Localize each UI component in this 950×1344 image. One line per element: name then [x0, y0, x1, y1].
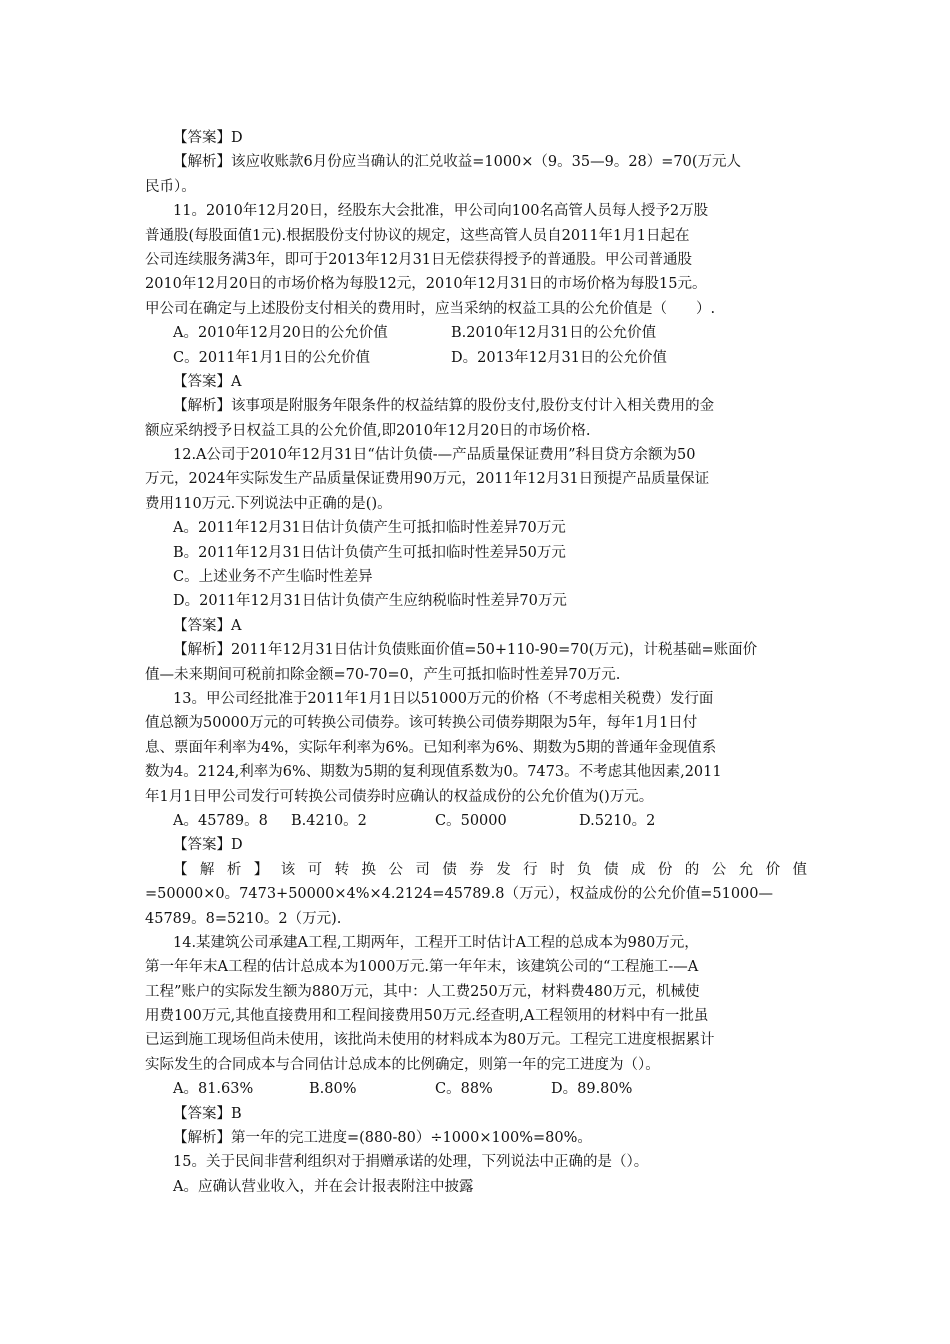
- option-13-b: B.4210。2: [291, 812, 367, 829]
- analysis-11-line-2: 额应采纳授予日权益工具的公允价值,即2010年12月20日的市场价格.: [145, 422, 591, 439]
- analysis-11-line-1: 【解析】该事项是附服务年限条件的权益结算的股份支付,股份支付计入相关费用的金: [173, 398, 715, 415]
- question-12-line-2: 万元，2024年实际发生产品质量保证费用90万元，2011年12月31日预提产品质量保证: [145, 471, 710, 488]
- analysis-13-line-2: =50000×0。7473+50000×4%×4.2124=45789.8（万元），权益成份的公允价值=51000—: [145, 886, 774, 903]
- question-14-line-1: 14.某建筑公司承建A工程,工期两年，工程开工时估计A工程的总成本为980万元，: [173, 934, 699, 951]
- option-15-a: A。应确认营业收入，并在会计报表附注中披露: [173, 1178, 474, 1195]
- question-12-line-1: 12.A公司于2010年12月31日“估计负债-—产品质量保证费用”科目贷方余额为50: [173, 447, 696, 464]
- question-13-options-row: [145, 809, 807, 833]
- option-13-a: A。45789。8: [173, 812, 268, 829]
- question-11-line-3: 公司连续服务满3年，即可于2013年12月31日无偿获得授予的普通股。甲公司普通股: [145, 251, 693, 268]
- question-13-line-2: 值总额为50000万元的可转换公司债券。该可转换公司债券期限为5年，每年1月1日付: [145, 715, 698, 732]
- question-11-line-5: 甲公司在确定与上述股份支付相关的费用时，应当采纳的权益工具的公允价值是（ ）.: [145, 300, 716, 317]
- analysis-12-line-1: 【解析】2011年12月31日估计负债账面价值=50+110-90=70(万元)，计税基础=账面价: [173, 642, 758, 659]
- question-11-line-4: 2010年12月20日的市场价格为每股12元，2010年12月31日的市场价格为每股15元。: [145, 276, 707, 293]
- question-13-line-5: 年1月1日甲公司发行可转换公司债券时应确认的权益成份的公允价值为()万元。: [145, 788, 654, 805]
- answer-label-13: 【答案】D: [173, 837, 243, 854]
- option-14-d: D。89.80%: [551, 1081, 633, 1098]
- question-14-line-5: 已运到施工现场但尚未使用，该批尚未使用的材料成本为80万元。工程完工进度根据累计: [145, 1032, 715, 1049]
- option-13-d: D.5210。2: [579, 812, 656, 829]
- option-11-c: C。2011年1月1日的公允价值: [173, 349, 370, 366]
- answer-label-14: 【答案】B: [173, 1105, 242, 1122]
- analysis-14-line-1: 【解析】第一年的完工进度=(880-80）÷1000×100%=80%。: [173, 1130, 592, 1147]
- answer-label-11: 【答案】A: [173, 373, 242, 390]
- option-11-b: B.2010年12月31日的公允价值: [451, 325, 657, 342]
- analysis-13-line-1: 【解析】该可转换公司债券发行时负债成份的公允价值: [173, 861, 807, 878]
- question-14-options-row: [145, 1077, 807, 1101]
- question-11-line-2: 普通股(每股面值1元).根据股份支付协议的规定，这些高管人员自2011年1月1日起在: [145, 227, 690, 244]
- question-14-line-6: 实际发生的合同成本与合同估计总成本的比例确定，则第一年的完工进度为（）。: [145, 1056, 660, 1073]
- analysis-13-line-3: 45789。8=5210。2（万元).: [145, 910, 342, 927]
- option-14-c: C。88%: [435, 1081, 493, 1098]
- analysis-12-line-2: 值—未来期间可税前扣除金额=70-70=0，产生可抵扣临时性差异70万元.: [145, 666, 621, 683]
- option-11-d: D。2013年12月31日的公允价值: [451, 349, 667, 366]
- question-11-options-row-2: [145, 346, 807, 370]
- analysis-10-line-2: 民币）。: [145, 178, 196, 195]
- option-12-b: B。2011年12月31日估计负债产生可抵扣临时性差异50万元: [173, 544, 566, 561]
- answer-label-10: 【答案】D: [173, 130, 243, 146]
- option-12-a: A。2011年12月31日估计负债产生可抵扣临时性差异70万元: [173, 520, 566, 537]
- question-13-line-3: 息、票面年利率为4%，实际年利率为6%。已知利率为6%、期数为5期的普通年金现值系: [145, 739, 717, 756]
- document-page: [145, 126, 807, 1199]
- question-11-options-row-1: [145, 321, 807, 345]
- question-14-line-3: 工程”账户的实际发生额为880万元，其中：人工费250万元，材料费480万元，机械使: [145, 983, 700, 1000]
- option-12-c: C。上述业务不产生临时性差异: [173, 569, 373, 586]
- question-15-line-1: 15。关于民间非营利组织对于捐赠承诺的处理，下列说法中正确的是（）。: [173, 1154, 649, 1171]
- option-11-a: A。2010年12月20日的公允价值: [173, 325, 388, 342]
- question-13-line-4: 数为4。2124,利率为6%、期数为5期的复利现值系数为0。7473。不考虑其他因素,2011: [145, 764, 722, 781]
- option-13-c: C。50000: [435, 812, 507, 829]
- question-13-line-1: 13。甲公司经批准于2011年1月1日以51000万元的价格（不考虑相关税费）发行面: [173, 690, 714, 707]
- option-12-d: D。2011年12月31日估计负债产生应纳税临时性差异70万元: [173, 593, 567, 610]
- analysis-10-line-1: 【解析】该应收账款6月份应当确认的汇兑收益=1000×（9。35—9。28）=70(万元人: [173, 154, 742, 171]
- question-14-line-2: 第一年年末A工程的估计总成本为1000万元.第一年年末，该建筑公司的“工程施工-—A: [145, 959, 699, 976]
- question-12-line-3: 费用110万元.下列说法中正确的是()。: [145, 495, 392, 512]
- option-14-a: A。81.63%: [173, 1081, 254, 1098]
- question-11-line-1: 11。2010年12月20日，经股东大会批准，甲公司向100名高管人员每人授予2万股: [173, 203, 709, 220]
- answer-label-12: 【答案】A: [173, 617, 242, 634]
- option-14-b: B.80%: [309, 1081, 357, 1098]
- question-14-line-4: 用费100万元,其他直接费用和工程间接费用50万元.经查明,A工程领用的材料中有一批虽: [145, 1008, 709, 1025]
